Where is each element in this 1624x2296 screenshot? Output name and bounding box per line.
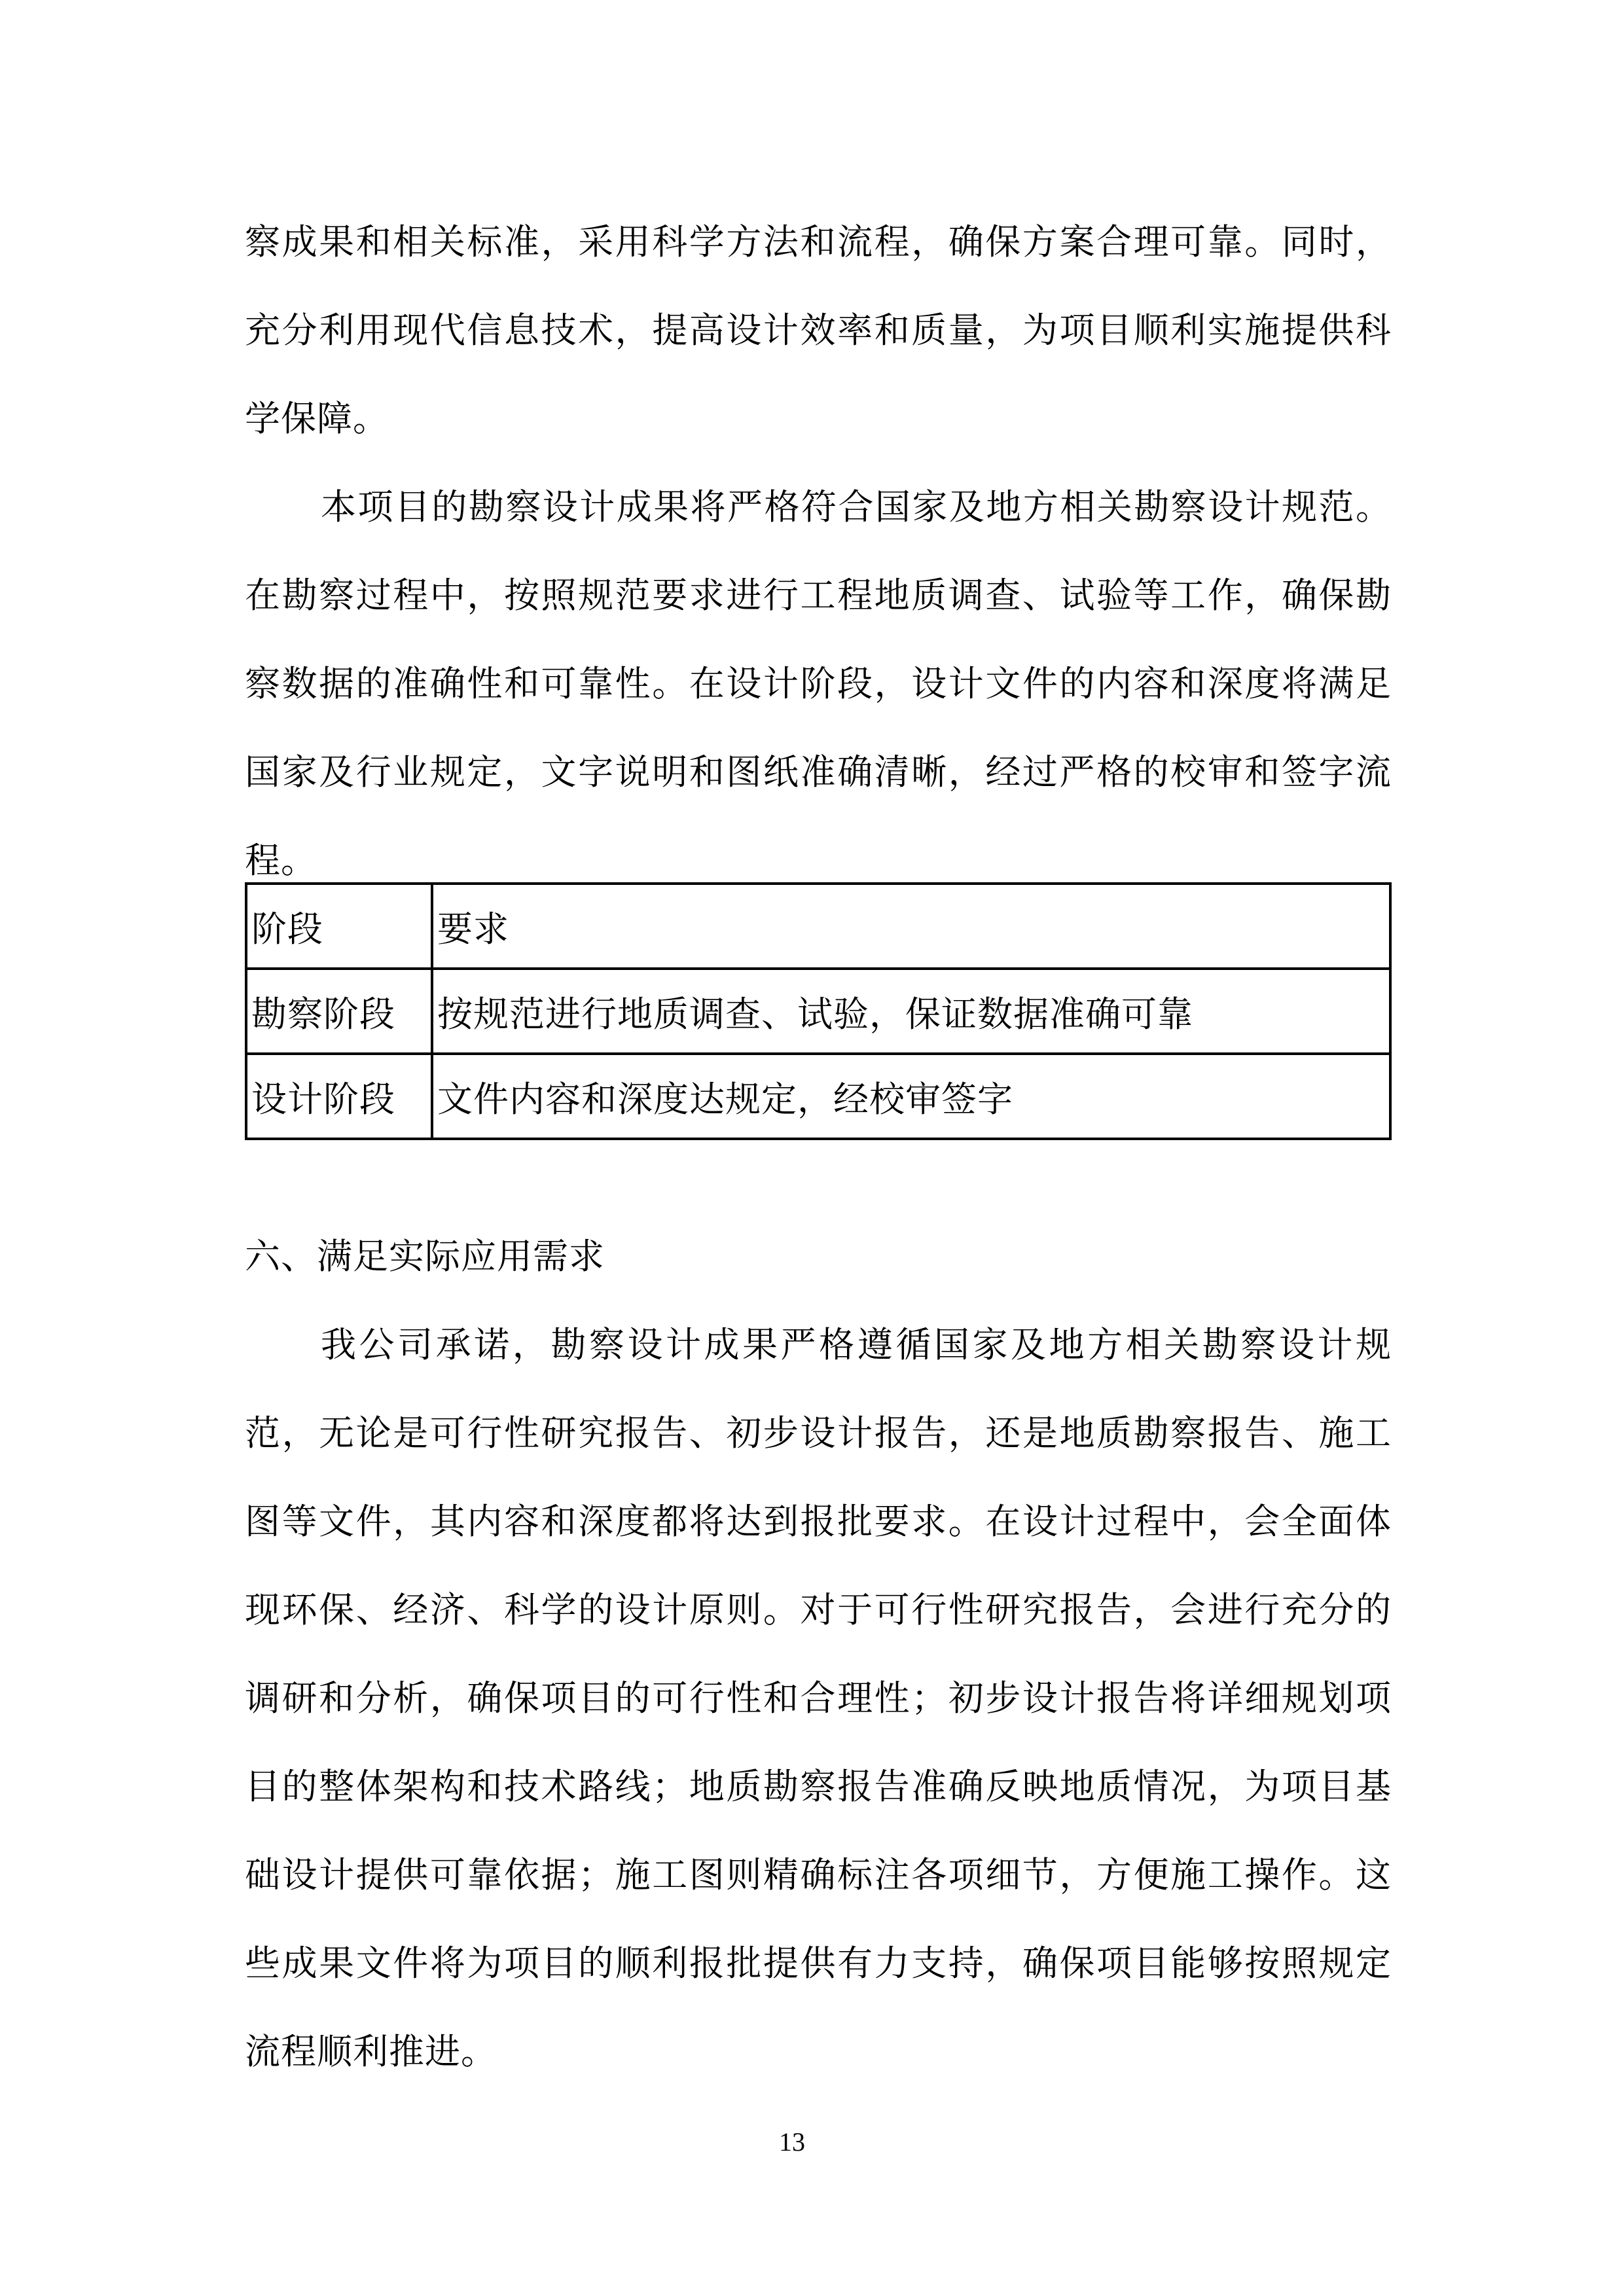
table-cell-requirement: 文件内容和深度达规定，经校审签字	[432, 1054, 1390, 1139]
table-cell-stage: 设计阶段	[246, 1054, 432, 1139]
section-heading: 六、满足实际应用需求	[245, 1236, 605, 1277]
table-cell-stage: 勘察阶段	[246, 969, 432, 1054]
requirements-table	[245, 882, 1392, 1140]
paragraph-continuation: 察成果和相关标准，采用科学方法和流程，确保方案合理可靠。同时，充分利用现代信息技术，提高设计效率和质量，为项目顺利实施提供科学保障。	[245, 221, 1392, 439]
table-cell-requirement: 按规范进行地质调查、试验，保证数据准确可靠	[432, 969, 1390, 1054]
table-header-row	[246, 884, 1390, 969]
table-header-stage: 阶段	[246, 884, 432, 969]
table-header-requirement: 要求	[432, 884, 1390, 969]
table-row	[246, 1054, 1390, 1139]
page-number: 13	[779, 2127, 805, 2157]
paragraph-commitment: 我公司承诺，勘察设计成果严格遵循国家及地方相关勘察设计规范，无论是可行性研究报告、初步设计报告，还是地质勘察报告、施工图等文件，其内容和深度都将达到报批要求。在设计过程中，会全面体现环保、经济、科学的设计原则。对于可行性研究报告，会进行充分的调研和分析，确保项目的可行性和合理性；初步设计报告将详细规划项目的整体架构和技术路线；地质勘察报告准确反映地质情况，为项目基础设计提供可靠依据；施工图则精确标注各项细节，方便施工操作。这些成果文件将为项目的顺利报批提供有力支持，确保项目能够按照规定流程顺利推进。	[245, 1324, 1392, 2072]
paragraph-compliance: 本项目的勘察设计成果将严格符合国家及地方相关勘察设计规范。在勘察过程中，按照规范要求进行工程地质调查、试验等工作，确保勘察数据的准确性和可靠性。在设计阶段，设计文件的内容和深度将满足国家及行业规定，文字说明和图纸准确清晰，经过严格的校审和签字流程。	[245, 486, 1392, 881]
table-row	[246, 969, 1390, 1054]
